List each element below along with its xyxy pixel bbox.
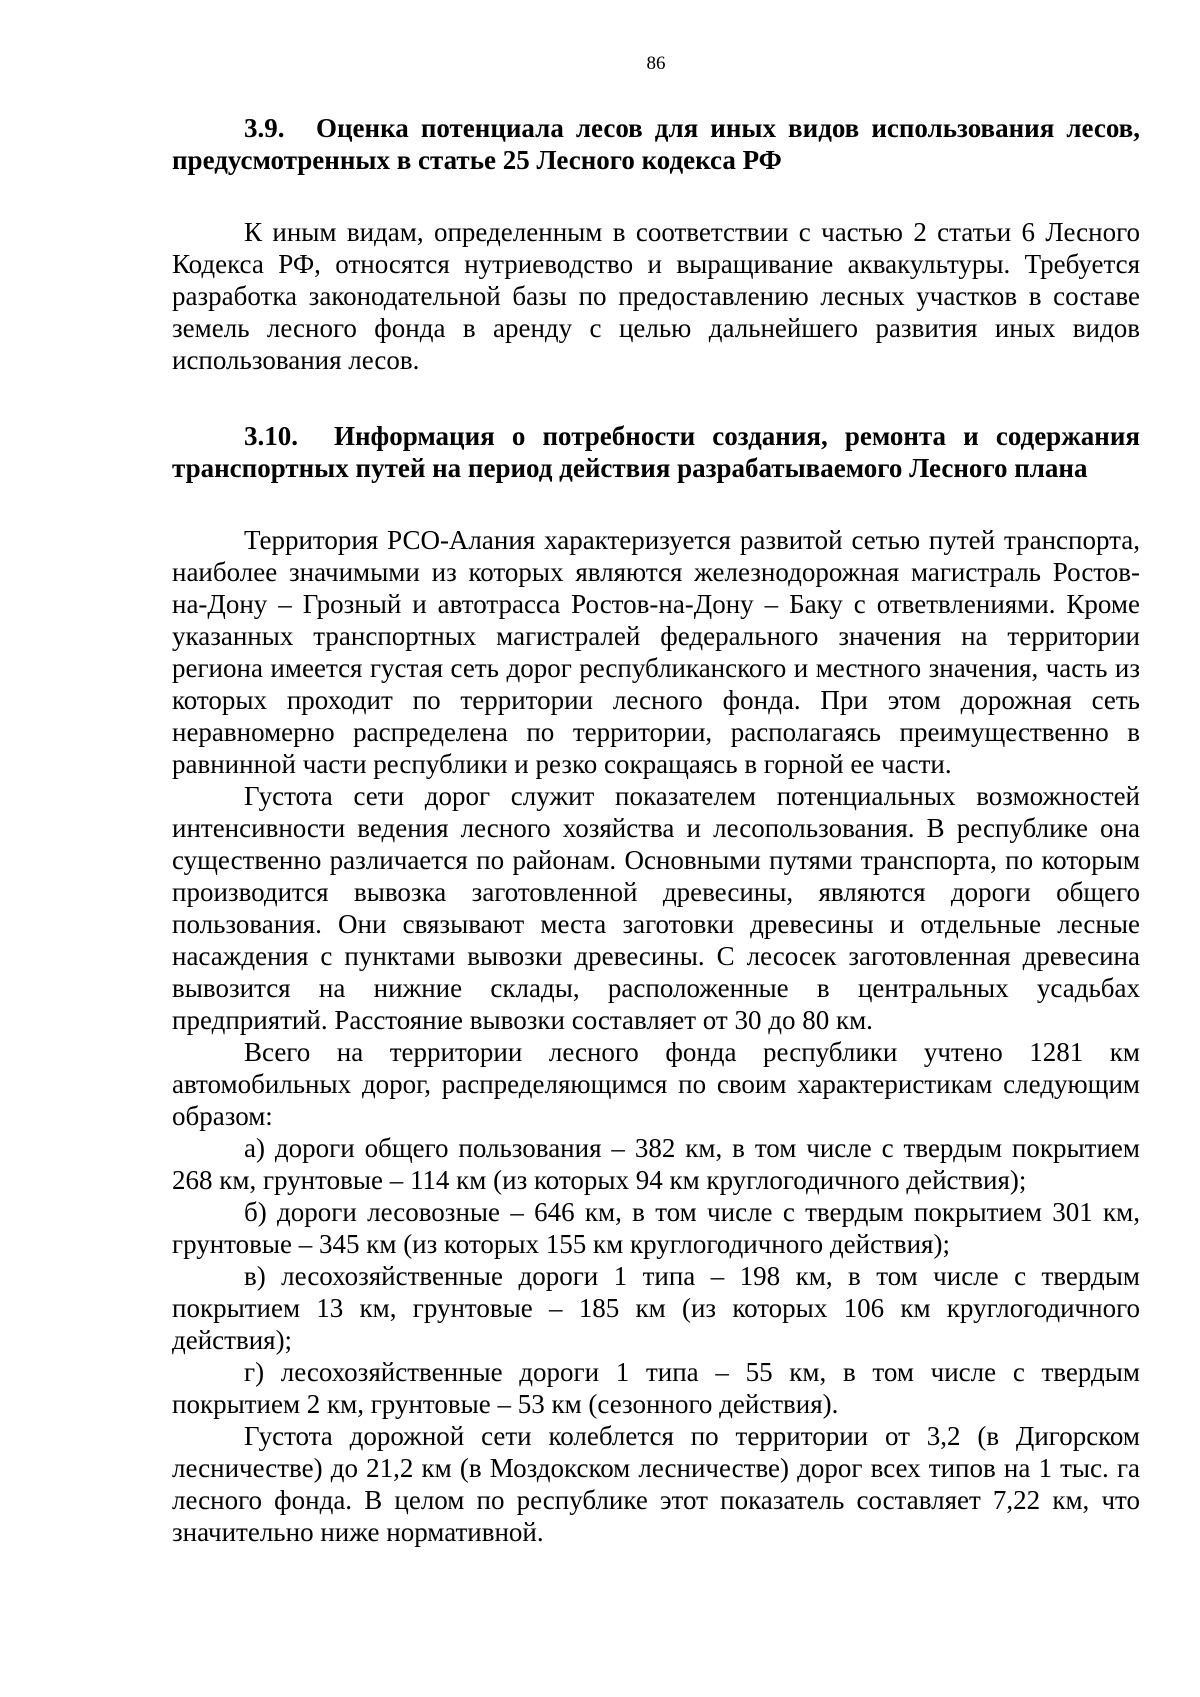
page-number: 86 bbox=[646, 53, 666, 74]
section-title: Оценка потенциала лесов для иных видов использования лесов, предусмотренных в статье 25 Лесного кодекса РФ bbox=[172, 113, 1140, 175]
list-item: в) лесохозяйственные дороги 1 типа – 198 км, в том числе с твердым покрытием 13 км, грунтовые – 185 км (из которых 106 км круглогодичного действия); bbox=[172, 1261, 1140, 1355]
section-heading bbox=[172, 420, 1140, 484]
list-item: б) дороги лесовозные – 646 км, в том числе с твердым покрытием 301 км, грунтовые – 345 км (из которых 155 км круглогодичного действия); bbox=[172, 1197, 1140, 1259]
paragraph: Всего на территории лесного фонда республики учтено 1281 км автомобильных дорог, распределяющимся по своим характеристикам следующим образом: bbox=[172, 1037, 1140, 1131]
section-title: Информация о потребности создания, ремонта и содержания транспортных путей на период действия разрабатываемого Лесного плана bbox=[172, 421, 1140, 483]
paragraph: Территория РСО-Алания характеризуется развитой сетью путей транспорта, наиболее значимыми из которых являются железнодорожная магистраль Ростов-на-Дону – Грозный и автотрасса Ростов-на-Дону – Баку с ответвлениями. Кроме указанных транспортных магистралей федерального значения на территории региона имеется густая сеть дорог республиканского и местного значения, часть из которых проходит по территории лесного фонда. При этом дорожная сеть неравномерно распределена по территории, располагаясь преимущественно в равнинной части республики и резко сокращаясь в горной ее части. bbox=[172, 525, 1140, 779]
paragraph: Густота дорожной сети колеблется по территории от 3,2 (в Дигорском лесничестве) до 21,2 км (в Моздокском лесничестве) дорог всех типов на 1 тыс. га лесного фонда. В целом по республике этот показатель составляет 7,22 км, что значительно ниже нормативной. bbox=[172, 1421, 1140, 1547]
section-3-9 bbox=[172, 112, 1140, 376]
document-page bbox=[172, 52, 1140, 1548]
section-3-10 bbox=[172, 420, 1140, 1548]
section-heading bbox=[172, 112, 1140, 176]
list-item: г) лесохозяйственные дороги 1 типа – 55 км, в том числе с твердым покрытием 2 км, грунтовые – 53 км (сезонного действия). bbox=[172, 1357, 1140, 1419]
paragraph: К иным видам, определенным в соответствии с частью 2 статьи 6 Лесного Кодекса РФ, относятся нутриеводство и выращивание аквакультуры. Требуется разработка законодательной базы по предоставлению лесных участков в составе земель лесного фонда в аренду с целью дальнейшего развития иных видов использования лесов. bbox=[172, 217, 1140, 375]
paragraph: Густота сети дорог служит показателем потенциальных возможностей интенсивности ведения лесного хозяйства и лесопользования. В республике она существенно различается по районам. Основными путями транспорта, по которым производится вывозка заготовленной древесины, являются дороги общего пользования. Они связывают места заготовки древесины и отдельные лесные насаждения с пунктами вывозки древесины. С лесосек заготовленная древесина вывозится на нижние склады, расположенные в центральных усадьбах предприятий. Расстояние вывозки составляет от 30 до 80 км. bbox=[172, 781, 1140, 1035]
section-number: 3.9. bbox=[244, 113, 285, 143]
section-number: 3.10. bbox=[244, 421, 298, 451]
list-item: а) дороги общего пользования – 382 км, в том числе с твердым покрытием 268 км, грунтовые – 114 км (из которых 94 км круглогодичного действия); bbox=[172, 1133, 1140, 1195]
